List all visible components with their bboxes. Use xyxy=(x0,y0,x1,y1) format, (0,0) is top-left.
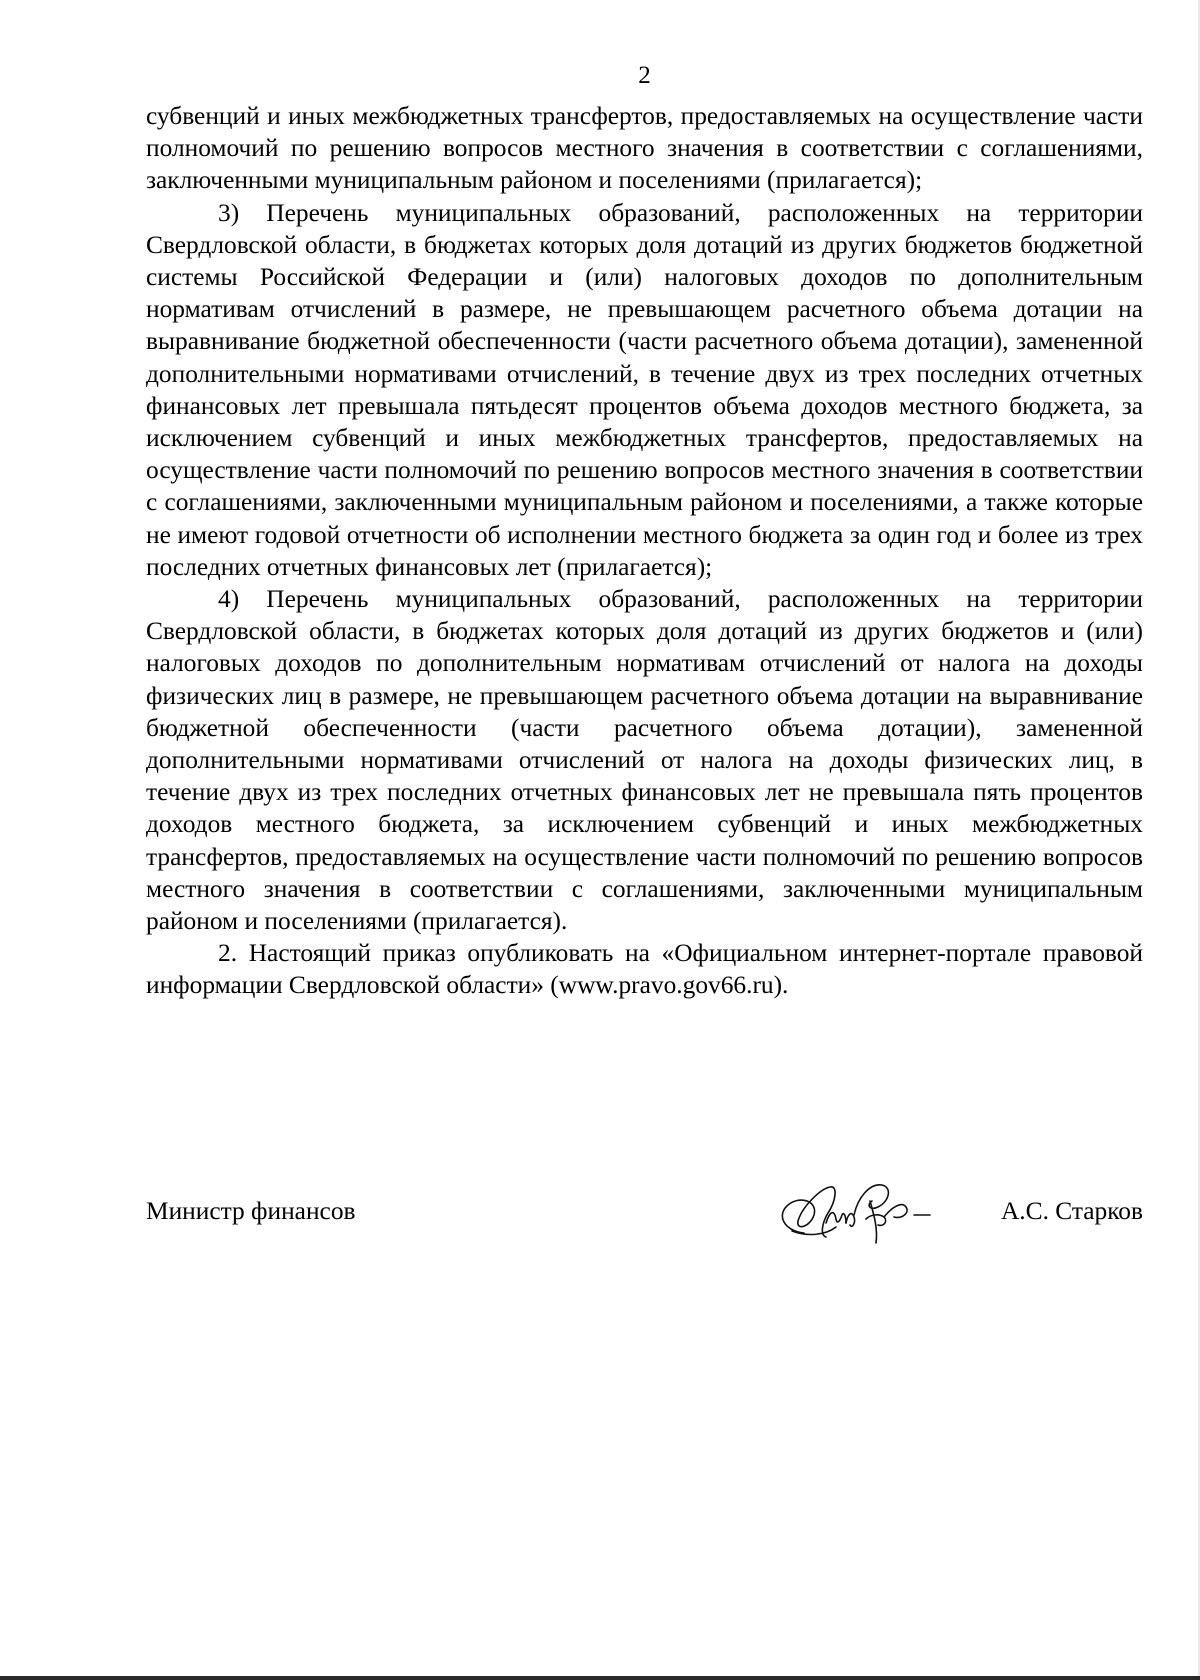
scan-edge-bottom xyxy=(0,1676,1200,1680)
handwritten-signature-image xyxy=(774,1171,934,1255)
paragraph-item-4: 4) Перечень муниципальных образований, расположенных на территории Свердловской области, в бюджетах которых доля дотаций из других бюджетов и (или) налоговых доходов по дополнительным нормативам отчислений от налога на доходы физических лиц в размере, не превышающем расчетного объема дотации на выравнивание бюджетной обеспеченности (части расчетного объема дотации), замененной дополнительными нормативами отчислений от налога на доходы физических лиц, в течение двух из трех последних отчетных финансовых лет не превышала пять процентов доходов местного бюджета, за исключением субвенций и иных межбюджетных трансфертов, предоставляемых на осуществление части полномочий по решению вопросов местного значения в соответствии с соглашениями, заключенными муниципальным районом и поселениями (прилагается). xyxy=(146,585,1143,936)
document-body xyxy=(146,100,1143,1002)
signer-name: А.С. Старков xyxy=(1000,1197,1143,1225)
paragraph-item-3: 3) Перечень муниципальных образований, расположенных на территории Свердловской области, в бюджетах которых доля дотаций из других бюджетов бюджетной системы Российской Федерации и (или) налоговых доходов по дополнительным нормативам отчислений в размере, не превышающем расчетного объема дотации на выравнивание бюджетной обеспеченности (части расчетного объема дотации), замененной дополнительными нормативами отчислений, в течение двух из трех последних отчетных финансовых лет превышала пятьдесят процентов объема доходов местного бюджета, за исключением субвенций и иных межбюджетных трансфертов, предоставляемых на осуществление части полномочий по решению вопросов местного значения в соответствии с соглашениями, заключенными муниципальным районом и поселениями, а также которые не имеют годовой отчетности об исполнении местного бюджета за один год и более из трех последних отчетных финансовых лет (прилагается); xyxy=(146,198,1143,581)
paragraph-continuation: субвенций и иных межбюджетных трансфертов, предоставляемых на осуществление части полномочий по решению вопросов местного значения в соответствии с соглашениями, заключенными муниципальным районом и поселениями (прилагается); xyxy=(146,102,1143,195)
page-number: 2 xyxy=(638,62,651,89)
paragraph-publication-order: 2. Настоящий приказ опубликовать на «Официальном интернет-портале правовой информации Свердловской области» (www.pravo.gov66.ru). xyxy=(146,939,1143,1000)
signer-title: Министр финансов xyxy=(146,1197,356,1225)
signature-block xyxy=(146,1183,1143,1243)
